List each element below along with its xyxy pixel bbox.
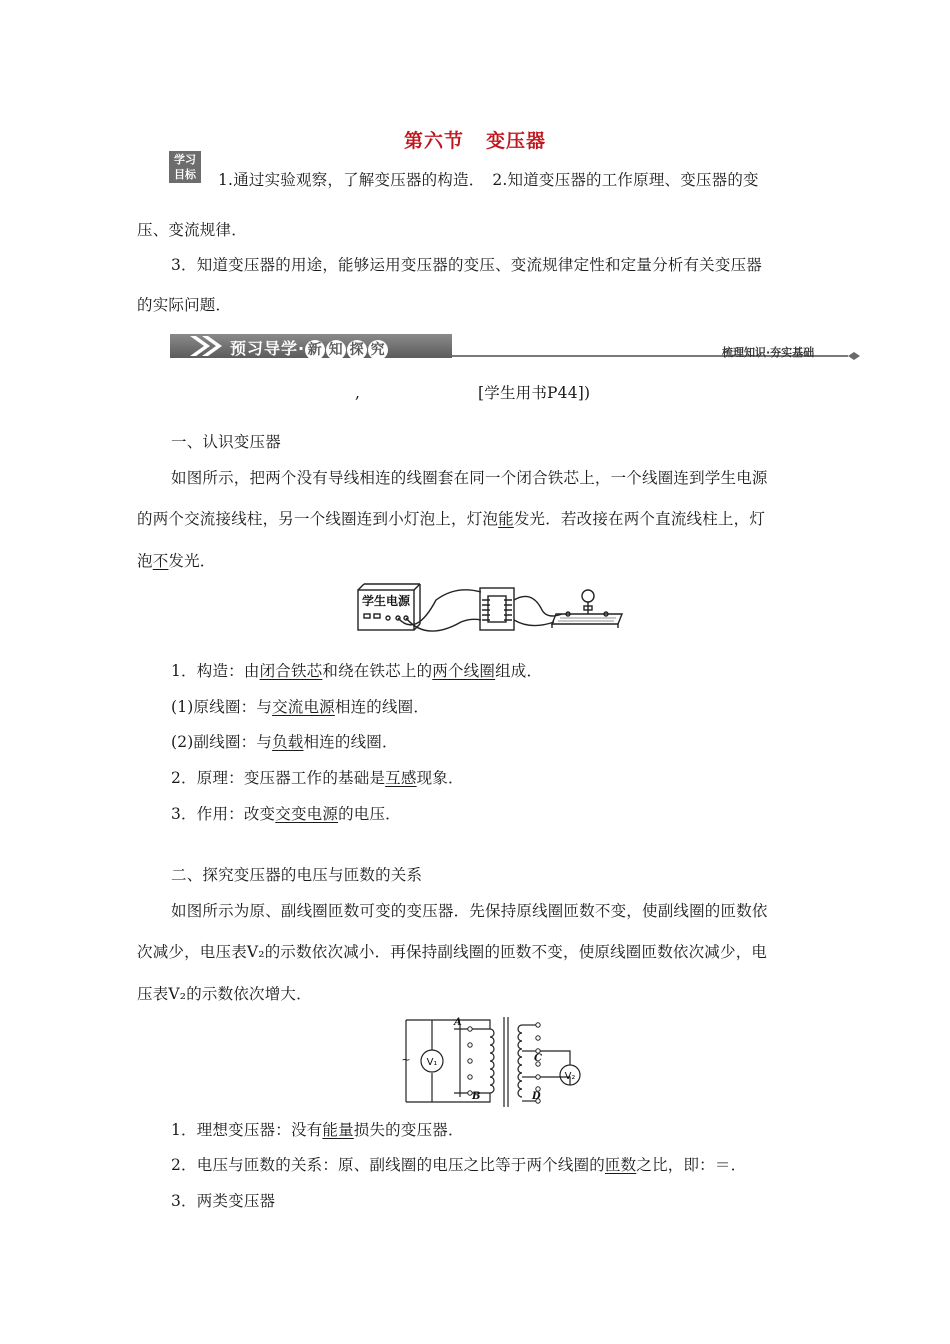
- terminal-b-label: B: [472, 1091, 481, 1102]
- banner-char-2: 知: [326, 340, 346, 360]
- voltmeter-v1-label: V₁: [426, 1057, 438, 1068]
- s2-item-two-types: 3．两类变压器: [171, 1192, 276, 1210]
- section1-heading: 一、认识变压器: [171, 433, 281, 451]
- page-title: [0, 126, 950, 153]
- banner-subtitle: 梳理知识·夯实基础: [722, 346, 815, 359]
- s2-para-line-3: 压表V₂的示数依次增大．: [137, 985, 312, 1003]
- learning-goals-badge: 学习 目标: [169, 151, 201, 183]
- s2-para-line-1: 如图所示为原、副线圈匝数可变的变压器．先保持原线圈匝数不变，使副线圈的匝数依: [171, 902, 768, 920]
- terminal-a-label: A: [454, 1017, 462, 1028]
- title-topic: 变压器: [486, 130, 547, 152]
- terminal-c-label: C: [534, 1053, 542, 1064]
- ac-source-symbol: ~: [401, 1053, 411, 1066]
- goals-line-3: 3．知道变压器的用途，能够运用变压器的变压、变流规律定性和定量分析有关变压器: [171, 256, 762, 274]
- goals-line-1: 1.通过实验观察，了解变压器的构造． 2.知道变压器的工作原理、变压器的变: [218, 171, 759, 189]
- s1-item-primary-coil: (1)原线圈：与交流电源相连的线圈．: [171, 698, 430, 716]
- s1-para-line-2: 的两个交流接线柱，另一个线圈连到小灯泡上，灯泡能发光．若改接在两个直流线柱上，灯: [137, 510, 766, 528]
- s1-item-secondary-coil: (2)副线圈：与负载相连的线圈．: [171, 733, 398, 751]
- s1-para-line-3: 泡不发光．: [137, 552, 216, 570]
- banner-char-3: 探: [347, 340, 367, 360]
- power-supply-label: 学生电源: [362, 594, 411, 608]
- s1-item-structure: 1．构造：由闭合铁芯和绕在铁芯上的两个线圈组成．: [171, 662, 543, 680]
- voltmeter-v2-label: V₂: [564, 1071, 576, 1082]
- banner-char-4: 究: [368, 340, 388, 360]
- transformer-demo-figure: [356, 580, 628, 640]
- s2-para-line-2: 次减少，电压表V₂的示数依次减小．再保持副线圈的匝数不变，使原线圈匝数依次减少，电: [137, 943, 768, 961]
- s1-para-line-1: 如图所示，把两个没有导线相连的线圈套在同一个闭合铁芯上，一个线圈连到学生电源: [171, 469, 768, 487]
- section2-heading: 二、探究变压器的电压与匝数的关系: [171, 866, 423, 884]
- s1-item-principle: 2．原理：变压器工作的基础是互感现象．: [171, 769, 464, 787]
- banner-char-1: 新: [305, 340, 325, 360]
- ref-textbook: [学生用书P44]): [478, 384, 591, 402]
- goals-line-2: 压、变流规律．: [137, 221, 247, 239]
- ref-comma: ,: [355, 384, 361, 402]
- goals-line-4: 的实际问题．: [137, 296, 232, 314]
- variable-transformer-circuit: [398, 1015, 584, 1111]
- s1-item-function: 3．作用：改变交变电源的电压．: [171, 805, 401, 823]
- s2-item-ideal-transformer: 1．理想变压器：没有能量损失的变压器．: [171, 1121, 464, 1139]
- terminal-d-label: D: [532, 1091, 541, 1102]
- title-section-number: 第六节: [403, 130, 464, 152]
- banner-title: 预习导学· 新 知 探 究: [230, 336, 389, 360]
- s2-item-voltage-turns: 2．电压与匝数的关系：原、副线圈的电压之比等于两个线圈的匝数之比，即：＝．: [171, 1156, 747, 1174]
